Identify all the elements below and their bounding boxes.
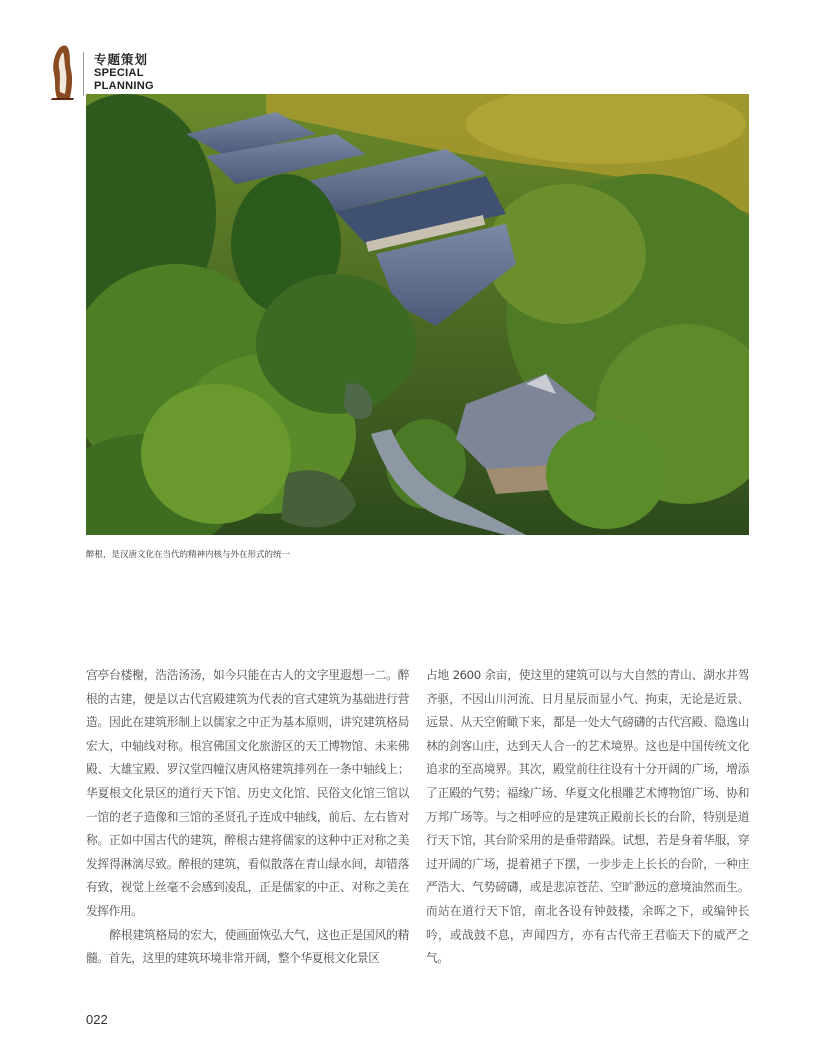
- section-title-cn: 专题策划: [94, 52, 149, 67]
- root-sculpture-logo-icon: [48, 42, 76, 100]
- paragraph: 占地 2600 余亩，使这里的建筑可以与大自然的青山、湖水并驾齐驱，不因山川河流、日月星辰而显小气、拘束，无论是近景、远景、从天空俯瞰下来，都是一处大气磅礴的古代宫殿、隐逸山林的剑客山庄，达到天人合一的艺术境界。这也是中国传统文化追求的至高境界。其次，殿堂前往往设有十分开阔的广场，增添了正殿的气势；福缘广场、华夏文化根雕艺术博物馆广场、协和万邦广场等。与之相呼应的是建筑正殿前长长的台阶，特别是道行天下馆，其台阶采用的是垂带踏跺。试想，若是身着华服，穿过开阔的广场，提着裙子下摆，一步步走上长长的台阶，一种庄严浩大、气势磅礴，或是悲凉苍茫、空旷渺远的意境油然而生。而站在道行天下馆，南北各设有钟鼓楼，余晖之下，或编钟长吟，或战鼓不息，声闻四方，亦有古代帝王君临天下的威严之气。: [426, 668, 749, 966]
- section-title-en: SPECIAL PLANNING: [94, 67, 154, 92]
- body-column-left: [86, 664, 409, 971]
- paragraph: 宫亭台楼榭，浩浩汤汤，如今只能在古人的文字里遐想一二。醉根的古建，便是以古代宫殿建筑为代表的官式建筑为基础进行营造。因此在建筑形制上以儒家之中正为基本原则，讲究建筑格局宏大，中轴线对称。根宫佛国文化旅游区的天工博物馆、未来佛殿、大雄宝殿、罗汉堂四幢汉唐风格建筑排列在一条中轴线上；华夏根文化景区的道行天下馆、历史文化馆、民俗文化馆三馆以一馆的老子造像和三馆的圣贤孔子连成中轴线，前后、左右皆对称。正如中国古代的建筑，醉根古建将儒家的这种中正对称之美发挥得淋漓尽致。醉根的建筑，看似散落在青山绿水间，却错落有致，视觉上丝毫不会感到凌乱，正是儒家的中正、对称之美在发挥作用。: [86, 668, 409, 918]
- photo-caption: 醉根，是汉唐文化在当代的精神内核与外在形式的统一: [86, 550, 291, 560]
- body-column-right: [426, 664, 749, 971]
- temple-aerial-photo: [86, 94, 749, 535]
- header-divider: [83, 52, 84, 96]
- paragraph: 醉根建筑格局的宏大，使画面恢弘大气，这也正是国风的精髓。首先，这里的建筑环境非常开阔，整个华夏根文化景区: [86, 927, 409, 966]
- page-number: 022: [86, 1012, 108, 1027]
